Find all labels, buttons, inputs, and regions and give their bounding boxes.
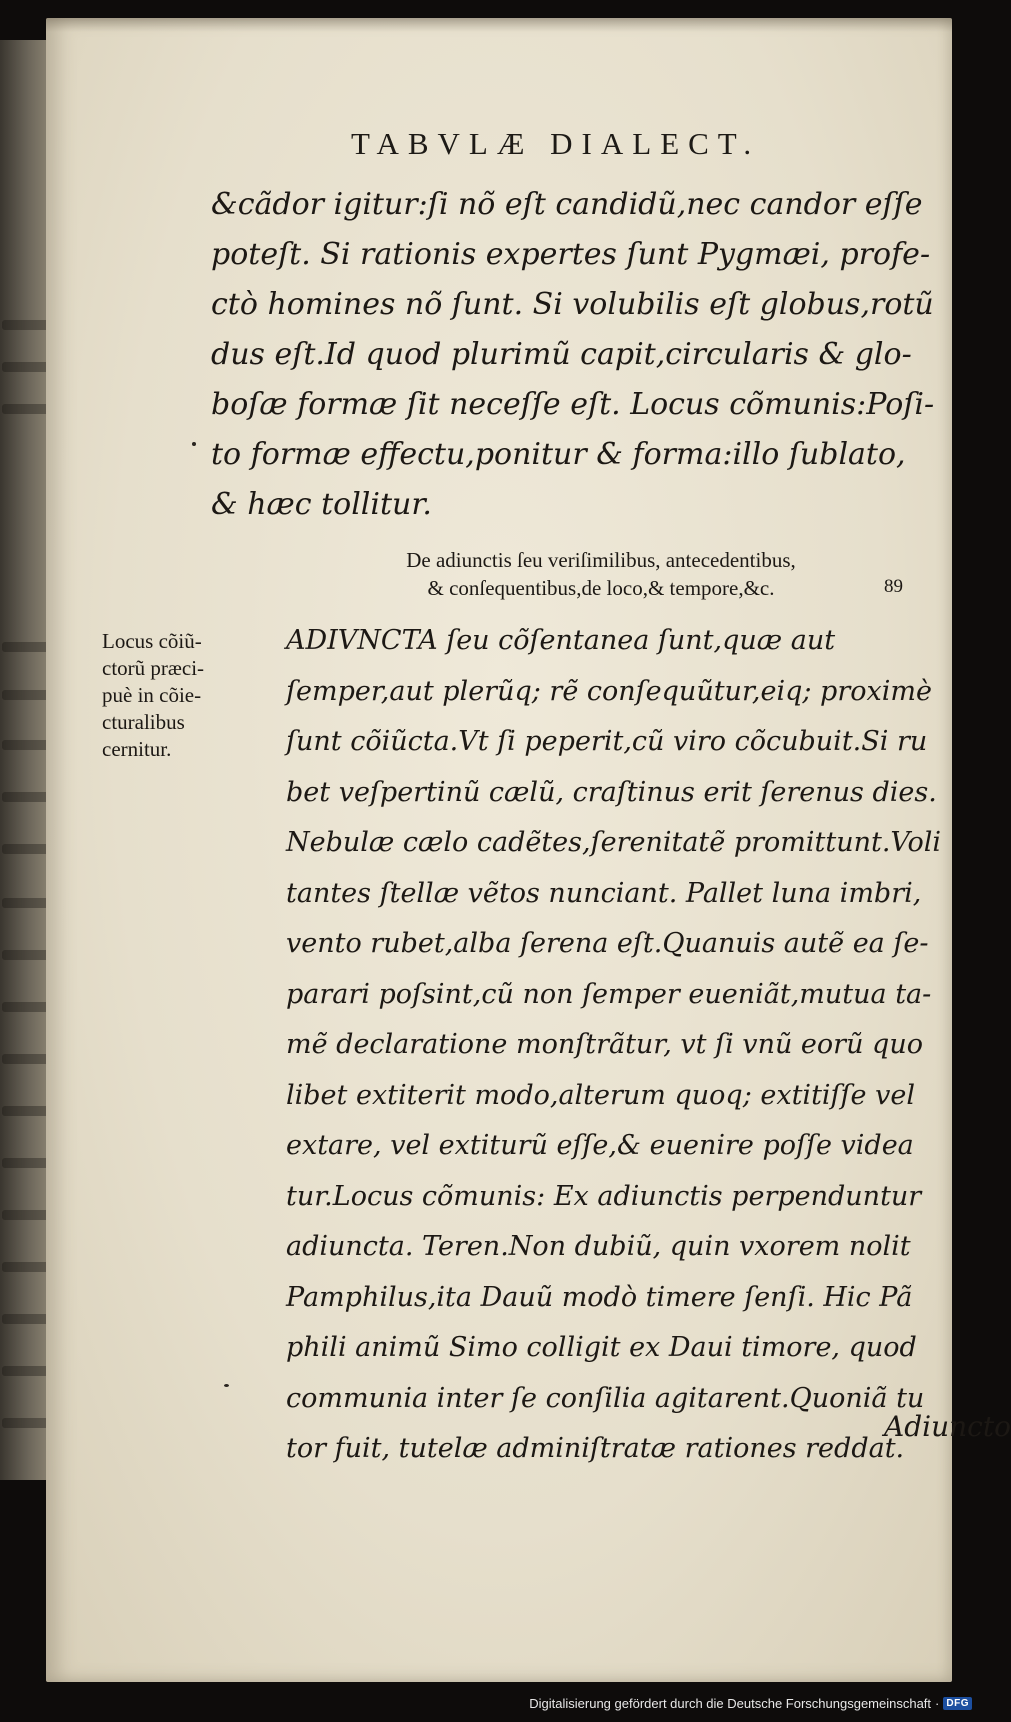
heading-line: & conſequentibus,de loco,& tempore,&c. (427, 576, 775, 600)
bleed-through-mark (2, 1262, 50, 1272)
section-heading (291, 546, 911, 602)
funding-credit (529, 1696, 972, 1711)
text-line: phili animũ Simo colligit ex Daui timore, quod (286, 1332, 917, 1363)
bleed-through-mark (2, 362, 50, 372)
text-line: ſunt cõiũcta.Vt ſi peperit,cũ viro cõcubuit.Si ru (286, 726, 928, 757)
text-line: & hæc tollitur. (211, 487, 432, 522)
credit-separator: · (935, 1696, 940, 1711)
footer-bar (0, 1684, 1000, 1722)
margin-line: ctorũ præci- (102, 656, 205, 680)
bleed-through-mark (2, 1210, 50, 1220)
bleed-through-mark (2, 1054, 50, 1064)
margin-line: puè in cõie- (102, 683, 202, 707)
ink-speck (192, 442, 196, 446)
text-line: to formæ effectu,ponitur & forma:illo ſublato, (211, 437, 906, 472)
dfg-logo-icon: DFG (943, 1697, 972, 1710)
text-line: boſæ formæ ſit neceſſe eſt. Locus cõmunis:Poſi- (211, 387, 935, 422)
text-line: &cãdor igitur:ſi nõ eſt candidũ,nec candor eſſe (211, 187, 923, 222)
text-line: poteſt. Si rationis expertes ſunt Pygmæi, profe- (211, 237, 931, 272)
text-line: Pamphilus,ita Dauũ modò timere ſenſi. Hic Pã (286, 1281, 913, 1313)
text-line: ſemper,aut plerũq; rẽ conſequũtur,eiq; proximè (286, 675, 932, 707)
credit-text: Digitalisierung gefördert durch die Deutsche Forschungsgemeinschaft (529, 1696, 932, 1711)
text-line: extare, vel extiturũ eſſe,& euenire poſſe videa (286, 1130, 914, 1161)
margin-line: Locus cõiũ- (102, 629, 202, 653)
bleed-through-mark (2, 898, 50, 908)
margin-line: cernitur. (102, 737, 172, 761)
text-line: parari poſsint,cũ non ſemper eueniãt,mutua ta- (286, 978, 932, 1010)
bleed-through-mark (2, 404, 50, 414)
text-line: ctò homines nõ ſunt. Si volubilis eſt globus,rotũ (211, 287, 934, 322)
bleed-through-mark (2, 1418, 50, 1428)
text-line: mẽ declaratione monſtrãtur, vt ſi vnũ eorũ quo (286, 1029, 923, 1060)
text-line: tur.Locus cõmunis: Ex adiunctis perpenduntur (286, 1180, 922, 1212)
main-paragraph (286, 616, 946, 1475)
bleed-through-mark (2, 844, 50, 854)
ink-speck (224, 1384, 229, 1387)
text-line: adiuncta. Teren.Non dubiũ, quin vxorem nolit (286, 1231, 911, 1262)
bleed-through-mark (2, 1314, 50, 1324)
adjacent-page-edge (0, 40, 52, 1480)
bleed-through-mark (2, 320, 50, 330)
book-page (46, 18, 1011, 1682)
margin-line: cturalibus (102, 710, 185, 734)
catchword: Adiuncto (884, 1410, 1011, 1443)
marginal-note (102, 628, 252, 763)
text-line: ADIVNCTA ſeu cõſentanea ſunt,quæ aut (286, 625, 836, 656)
text-line: dus eſt.Id quod plurimũ capit,circularis & glo- (211, 337, 912, 372)
text-line: libet extiterit modo,alterum quoq; extitiſſe vel (286, 1079, 915, 1111)
page-top-shadow (46, 18, 952, 32)
bleed-through-mark (2, 1366, 50, 1376)
bleed-through-mark (2, 1002, 50, 1012)
bleed-through-mark (2, 642, 50, 652)
bleed-through-mark (2, 740, 50, 750)
bleed-through-mark (2, 950, 50, 960)
text-line: vento rubet,alba ſerena eſt.Quanuis autẽ ea ſe- (286, 928, 929, 959)
text-line: bet veſpertinũ cælũ, craſtinus erit ſerenus dies. (286, 776, 937, 808)
bleed-through-mark (2, 690, 50, 700)
bleed-through-mark (2, 792, 50, 802)
running-head: TABVLÆ DIALECT. (351, 126, 761, 161)
section-number: 89 (884, 576, 903, 597)
heading-line: De adiunctis ſeu veriſimilibus, antecedentibus, (406, 548, 796, 572)
text-line: communia inter ſe conſilia agitarent.Quoniã tu (286, 1382, 925, 1414)
bleed-through-mark (2, 1106, 50, 1116)
bleed-through-mark (2, 1158, 50, 1168)
text-line: tantes ſtellæ vẽtos nunciant. Pallet luna imbri, (286, 877, 922, 909)
text-line: tor fuit, tutelæ adminiſtratæ rationes reddat. (286, 1433, 905, 1464)
opening-paragraph (211, 180, 941, 530)
text-line: Nebulæ cælo cadẽtes,ſerenitatẽ promittunt.Voli (286, 827, 941, 858)
